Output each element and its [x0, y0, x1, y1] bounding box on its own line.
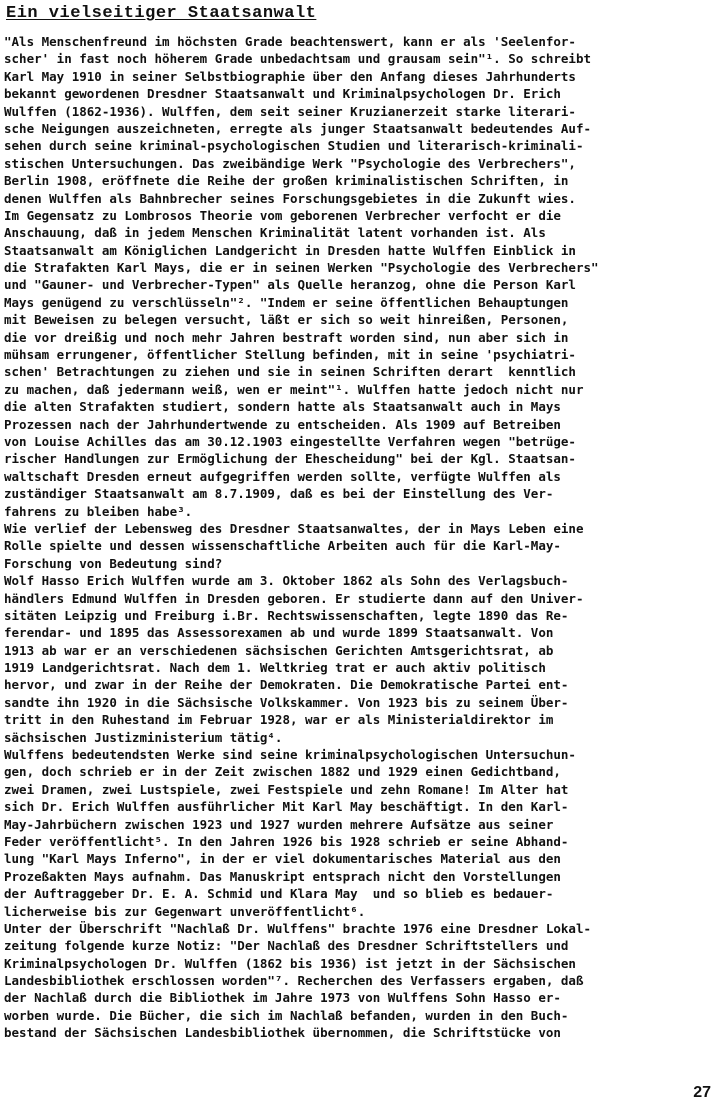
text-line: Mays genügend zu verschlüsseln"². "Indem er seine öffentlichen Behauptungen — [4, 294, 569, 310]
text-line: schen' Betrachtungen zu ziehen und sie in seinen Schriften derart kenntlich — [4, 364, 576, 380]
text-line: lung "Karl Mays Inferno", in der er viel dokumentarisches Material aus den — [4, 851, 561, 867]
text-line: von Louise Achilles das am 30.12.1903 eingestellte Verfahren wegen "betrüge- — [4, 433, 576, 449]
page-number: 27 — [693, 1084, 711, 1101]
text-line: die alten Strafakten studiert, sondern hatte als Staatsanwalt auch in Mays — [4, 399, 561, 415]
text-line: Feder veröffentlicht⁵. In den Jahren 1926 bis 1928 schrieb er seine Abhand- — [4, 833, 569, 849]
text-line: händlers Edmund Wulffen in Dresden geboren. Er studierte dann auf den Univer- — [4, 590, 584, 606]
text-line: Unter der Überschrift "Nachlaß Dr. Wulffens" brachte 1976 eine Dresdner Lokal- — [4, 920, 591, 936]
text-line: mühsam errungener, öffentlicher Stellung befinden, mit in seine 'psychiatri- — [4, 347, 576, 363]
text-line: ferendar- und 1895 das Assessorexamen ab und wurde 1899 Staatsanwalt. Von — [4, 625, 554, 641]
text-line: zuständiger Staatsanwalt am 8.7.1909, daß es bei der Einstellung des Ver- — [4, 486, 554, 502]
text-line: fahrens zu bleiben habe³. — [4, 503, 193, 519]
text-line: Karl May 1910 in seiner Selbstbiographie über den Anfang dieses Jahrhunderts — [4, 68, 576, 84]
text-line: zwei Dramen, zwei Lustspiele, zwei Festspiele und zehn Romane! Im Alter hat — [4, 781, 569, 797]
text-line: Prozessen nach der Jahrhundertwende zu entscheiden. Als 1909 auf Betreiben — [4, 416, 561, 432]
text-line: die Strafakten Karl Mays, die er in seinen Werken "Psychologie des Verbrechers" — [4, 260, 599, 276]
text-line: Wie verlief der Lebensweg des Dresdner Staatsanwaltes, der in Mays Leben eine — [4, 520, 584, 536]
text-line: sche Neigungen auszeichneten, erregte als junger Staatsanwalt bedeutendes Auf- — [4, 120, 591, 136]
text-line: Wulffens bedeutendsten Werke sind seine kriminalpsychologischen Untersuchun- — [4, 747, 576, 763]
text-line: sandte ihn 1920 in die Sächsische Volkskammer. Von 1923 bis zu seinem Über- — [4, 694, 569, 710]
text-line: 1913 ab war er an verschiedenen sächsischen Gerichten Amtsgerichtsrat, ab — [4, 642, 554, 658]
text-line: rischer Handlungen zur Ermöglichung der Ehescheidung" bei der Kgl. Staatsan- — [4, 451, 576, 467]
text-line: gen, doch schrieb er in der Zeit zwischen 1882 und 1929 einen Gedichtband, — [4, 764, 561, 780]
text-line: waltschaft Dresden erneut aufgegriffen werden sollte, verfügte Wulffen als — [4, 468, 561, 484]
text-line: licherweise bis zur Gegenwart unveröffentlicht⁶. — [4, 903, 366, 919]
text-line: sehen durch seine kriminal-psychologischen Studien und literarisch-kriminali- — [4, 138, 584, 154]
text-line: sitäten Leipzig und Freiburg i.Br. Rechtswissenschaften, legte 1890 das Re- — [4, 607, 569, 623]
text-line: sächsischen Justizministerium tätig⁴. — [4, 729, 283, 745]
text-line: der Auftraggeber Dr. E. A. Schmid und Klara May und so blieb es bedauer- — [4, 886, 554, 902]
text-line: Kriminalpsychologen Dr. Wulffen (1862 bis 1936) ist jetzt in der Sächsischen — [4, 955, 576, 971]
text-line: 1919 Landgerichtsrat. Nach dem 1. Weltkrieg trat er auch aktiv politisch — [4, 660, 546, 676]
text-line: zu machen, daß jedermann weiß, wen er meint"¹. Wulffen hatte jedoch nicht nur — [4, 381, 584, 397]
text-line: die vor dreißig und noch mehr Jahren bestraft worden sind, nun aber sich in — [4, 329, 569, 345]
text-line: zeitung folgende kurze Notiz: "Der Nachlaß des Dresdner Schriftstellers und — [4, 938, 569, 954]
text-line: der Nachlaß durch die Bibliothek im Jahre 1973 von Wulffens Sohn Hasso er- — [4, 990, 561, 1006]
text-line: Prozeßakten Mays aufnahm. Das Manuskript entsprach nicht den Vorstellungen — [4, 868, 561, 884]
body-text — [4, 33, 716, 1042]
text-line: May-Jahrbüchern zwischen 1923 und 1927 wurden mehrere Aufsätze aus seiner — [4, 816, 554, 832]
text-line: Rolle spielte und dessen wissenschaftliche Arbeiten auch für die Karl-May- — [4, 538, 561, 554]
text-line: stischen Untersuchungen. Das zweibändige Werk "Psychologie des Verbrechers", — [4, 155, 576, 171]
text-line: Berlin 1908, eröffnete die Reihe der großen kriminalistischen Schriften, in — [4, 173, 569, 189]
text-line: Wulffen (1862-1936). Wulffen, dem seit seiner Kruzianerzeit starke literari- — [4, 103, 576, 119]
text-line: hervor, und zwar in der Reihe der Demokraten. Die Demokratische Partei ent- — [4, 677, 569, 693]
text-line: Anschauung, daß in jedem Menschen Kriminalität latent vorhanden ist. Als — [4, 225, 546, 241]
text-line: bestand der Sächsischen Landesbibliothek übernommen, die Schriftstücke von — [4, 1025, 561, 1041]
text-line: bekannt gewordenen Dresdner Staatsanwalt und Kriminalpsychologen Dr. Erich — [4, 86, 561, 102]
text-line: Forschung von Bedeutung sind? — [4, 555, 223, 571]
text-line: mit Beweisen zu belegen versucht, läßt er sich so weit hinreißen, Personen, — [4, 312, 569, 328]
text-line: und "Gauner- und Verbrecher-Typen" als Quelle heranzog, ohne die Person Karl — [4, 277, 576, 293]
text-line: Staatsanwalt am Königlichen Landgericht in Dresden hatte Wulffen Einblick in — [4, 242, 576, 258]
text-line: worben wurde. Die Bücher, die sich im Nachlaß befanden, wurden in den Buch- — [4, 1007, 569, 1023]
text-line: denen Wulffen als Bahnbrecher seines Forschungsgebietes in die Zukunft wies. — [4, 190, 576, 206]
text-line: "Als Menschenfreund im höchsten Grade beachtenswert, kann er als 'Seelenfor- — [4, 34, 576, 49]
text-line: sich Dr. Erich Wulffen ausführlicher Mit Karl May beschäftigt. In den Karl- — [4, 799, 569, 815]
text-line: scher' in fast noch höherem Grade unbedachtsam und grausam sein"¹. So schreibt — [4, 51, 591, 67]
page-title: Ein vielseitiger Staatsanwalt — [6, 4, 317, 23]
text-line: Wolf Hasso Erich Wulffen wurde am 3. Oktober 1862 als Sohn des Verlagsbuch- — [4, 573, 569, 589]
text-line: Im Gegensatz zu Lombrosos Theorie vom geborenen Verbrecher verfocht er die — [4, 207, 561, 223]
text-line: Landesbibliothek erschlossen worden"⁷. Recherchen des Verfassers ergaben, daß — [4, 973, 584, 989]
text-line: tritt in den Ruhestand im Februar 1928, war er als Ministerialdirektor im — [4, 712, 554, 728]
